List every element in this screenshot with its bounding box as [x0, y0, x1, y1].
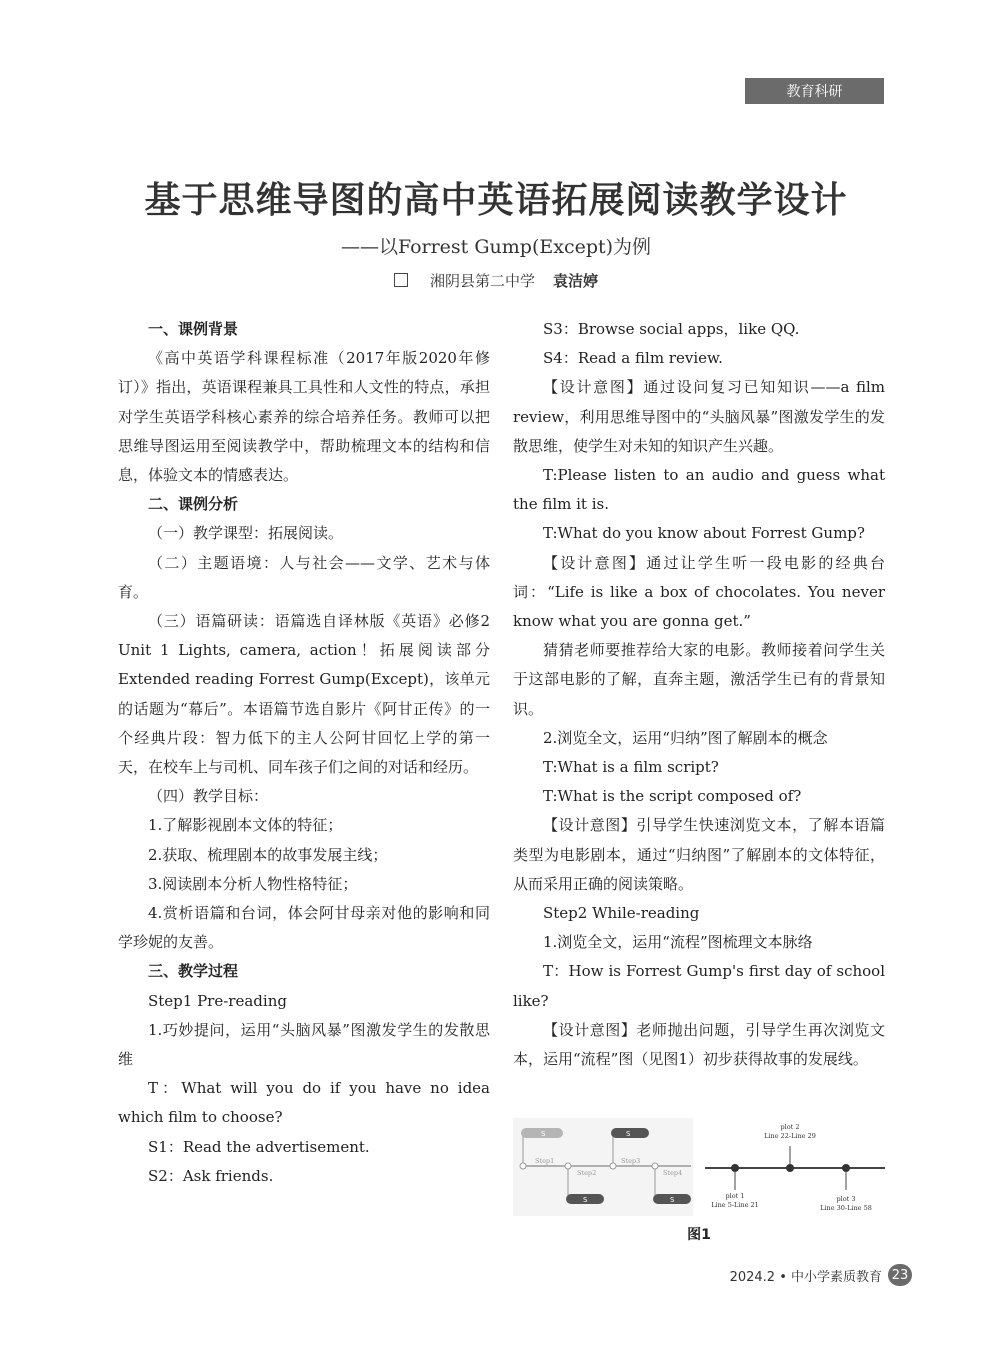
- journal-info: 2024.2 • 中小学素质教育: [729, 1269, 882, 1285]
- section-tag: 教育科研: [745, 78, 884, 104]
- plot-range: Line 5-Line 21: [711, 1201, 759, 1209]
- paragraph: 1.巧妙提问，运用“头脑风暴”图激发学生的发散思维: [118, 1020, 490, 1069]
- section-heading: 二、课例分析: [148, 495, 239, 514]
- section-heading: 三、教学过程: [148, 962, 239, 981]
- paragraph: S4：Read a film review.: [543, 349, 723, 368]
- plot-node: [731, 1164, 739, 1172]
- paragraph: 1.浏览全文，运用“流程”图梳理文本脉络: [543, 933, 813, 952]
- square-icon: [394, 273, 408, 287]
- flow-node: [565, 1163, 571, 1169]
- paragraph: 【设计意图】引导学生快速浏览文本，了解本语篇类型为电影剧本，通过“归纳图”了解剧本的文体特征，从而采用正确的阅读策略。: [513, 816, 885, 893]
- paragraph: （三）语篇研读：语篇选自译林版《英语》必修2 Unit 1 Lights, camera, action！拓展阅读部分Extended reading Forrest Gump(Except)，该单元的话题为“幕后”。本语篇节选自影片《阿甘正传》的一个经典片段：智力低下的主人公阿甘回忆上学的第一天，在校车上与司机、同车孩子们之间的对话和经历。: [118, 612, 490, 777]
- paragraph: 【设计意图】通过设问复习已知知识——a film review，利用思维导图中的“头脑风暴”图激发学生的发散思维，使学生对未知的知识产生兴趣。: [513, 378, 885, 455]
- paragraph: 猜猜老师要推荐给大家的电影。教师接着问学生关于这部电影的了解，直奔主题，激活学生已有的背景知识。: [513, 641, 885, 718]
- page-number: 23: [888, 1264, 912, 1286]
- paragraph: 3.阅读剧本分析人物性格特征；: [148, 874, 358, 893]
- paragraph: Step1 Pre-reading: [148, 991, 287, 1010]
- paragraph: T:What is a film script?: [543, 758, 719, 777]
- paragraph: T:What do you know about Forrest Gump?: [543, 524, 865, 543]
- paragraph: Step2 While-reading: [543, 904, 700, 923]
- paragraph: T:What is the script composed of?: [543, 787, 802, 806]
- paragraph: 4.赏析语篇和台词，体会阿甘母亲对他的影响和同学珍妮的友善。: [118, 904, 490, 952]
- plot-name: plot 3: [836, 1195, 856, 1203]
- author-name: 袁洁婷: [553, 272, 599, 290]
- article-subtitle: ——以Forrest Gump(Except)为例: [340, 236, 652, 258]
- figure-caption: 图1: [687, 1227, 711, 1243]
- paragraph: T:Please listen to an audio and guess what the film it is.: [513, 466, 885, 514]
- plot-name: plot 1: [725, 1192, 745, 1200]
- paragraph: 《高中英语学科课程标准（2017年版2020年修订）》指出，英语课程兼具工具性和人文性的特点，承担对学生英语学科核心素养的综合培养任务。教师可以把思维导图运用至阅读教学中，帮助梳理文本的结构和信息，体验文本的情感表达。: [118, 349, 490, 485]
- paragraph: T：How is Forrest Gump's first day of school like?: [513, 962, 885, 1010]
- paragraph: T：What will you do if you have no idea which film to choose?: [118, 1079, 490, 1127]
- flow-node: [610, 1163, 616, 1169]
- plot-range: Line 30-Line 58: [820, 1204, 872, 1212]
- step-label: Step2: [577, 1169, 597, 1177]
- right-column: [513, 315, 885, 1074]
- paragraph: 【设计意图】老师抛出问题，引导学生再次浏览文本，运用“流程”图（见图1）初步获得故事的发展线。: [513, 1020, 885, 1069]
- paragraph: S1：Read the advertisement.: [148, 1137, 370, 1156]
- paragraph: （二）主题语境：人与社会——文学、艺术与体育。: [118, 553, 490, 601]
- paragraph: 2.浏览全文，运用“归纳”图了解剧本的概念: [543, 728, 828, 747]
- left-flow-diagram: [513, 1118, 693, 1216]
- flow-node: [652, 1163, 658, 1169]
- s-label: S: [626, 1130, 631, 1138]
- page-footer: [730, 1264, 912, 1286]
- plot-node: [842, 1164, 850, 1172]
- s-label: S: [583, 1196, 588, 1204]
- plot-name: plot 2: [780, 1123, 800, 1131]
- left-column: [118, 315, 490, 1191]
- flow-node: [520, 1163, 526, 1169]
- plot-node: [786, 1164, 794, 1172]
- byline: [0, 270, 992, 291]
- plot-range: Line 22-Line 29: [764, 1132, 816, 1140]
- paragraph: （四）教学目标：: [148, 787, 269, 806]
- section-heading: 一、课例背景: [148, 320, 239, 338]
- school-name: 湘阴县第二中学: [429, 272, 535, 290]
- paragraph: 1.了解影视剧本文体的特征；: [148, 816, 343, 835]
- figure-1-flowchart: [513, 1118, 885, 1216]
- paragraph: （一）教学课型：拓展阅读。: [148, 524, 344, 543]
- paragraph: 【设计意图】通过让学生听一段电影的经典台词：“Life is like a box of chocolates. You never know what you are gonna get.”: [513, 553, 885, 631]
- step-label: Step1: [535, 1157, 555, 1165]
- article-title: 基于思维导图的高中英语拓展阅读教学设计: [144, 180, 848, 221]
- right-plot-timeline: [705, 1123, 885, 1212]
- s-label: S: [670, 1196, 675, 1204]
- paragraph: S2：Ask friends.: [148, 1166, 274, 1185]
- step-label: Step3: [621, 1157, 641, 1165]
- paragraph: 2.获取、梳理剧本的故事发展主线；: [148, 845, 388, 864]
- s-label: S: [541, 1130, 546, 1138]
- step-label: Step4: [663, 1169, 683, 1177]
- paragraph: S3：Browse social apps，like QQ.: [543, 320, 800, 338]
